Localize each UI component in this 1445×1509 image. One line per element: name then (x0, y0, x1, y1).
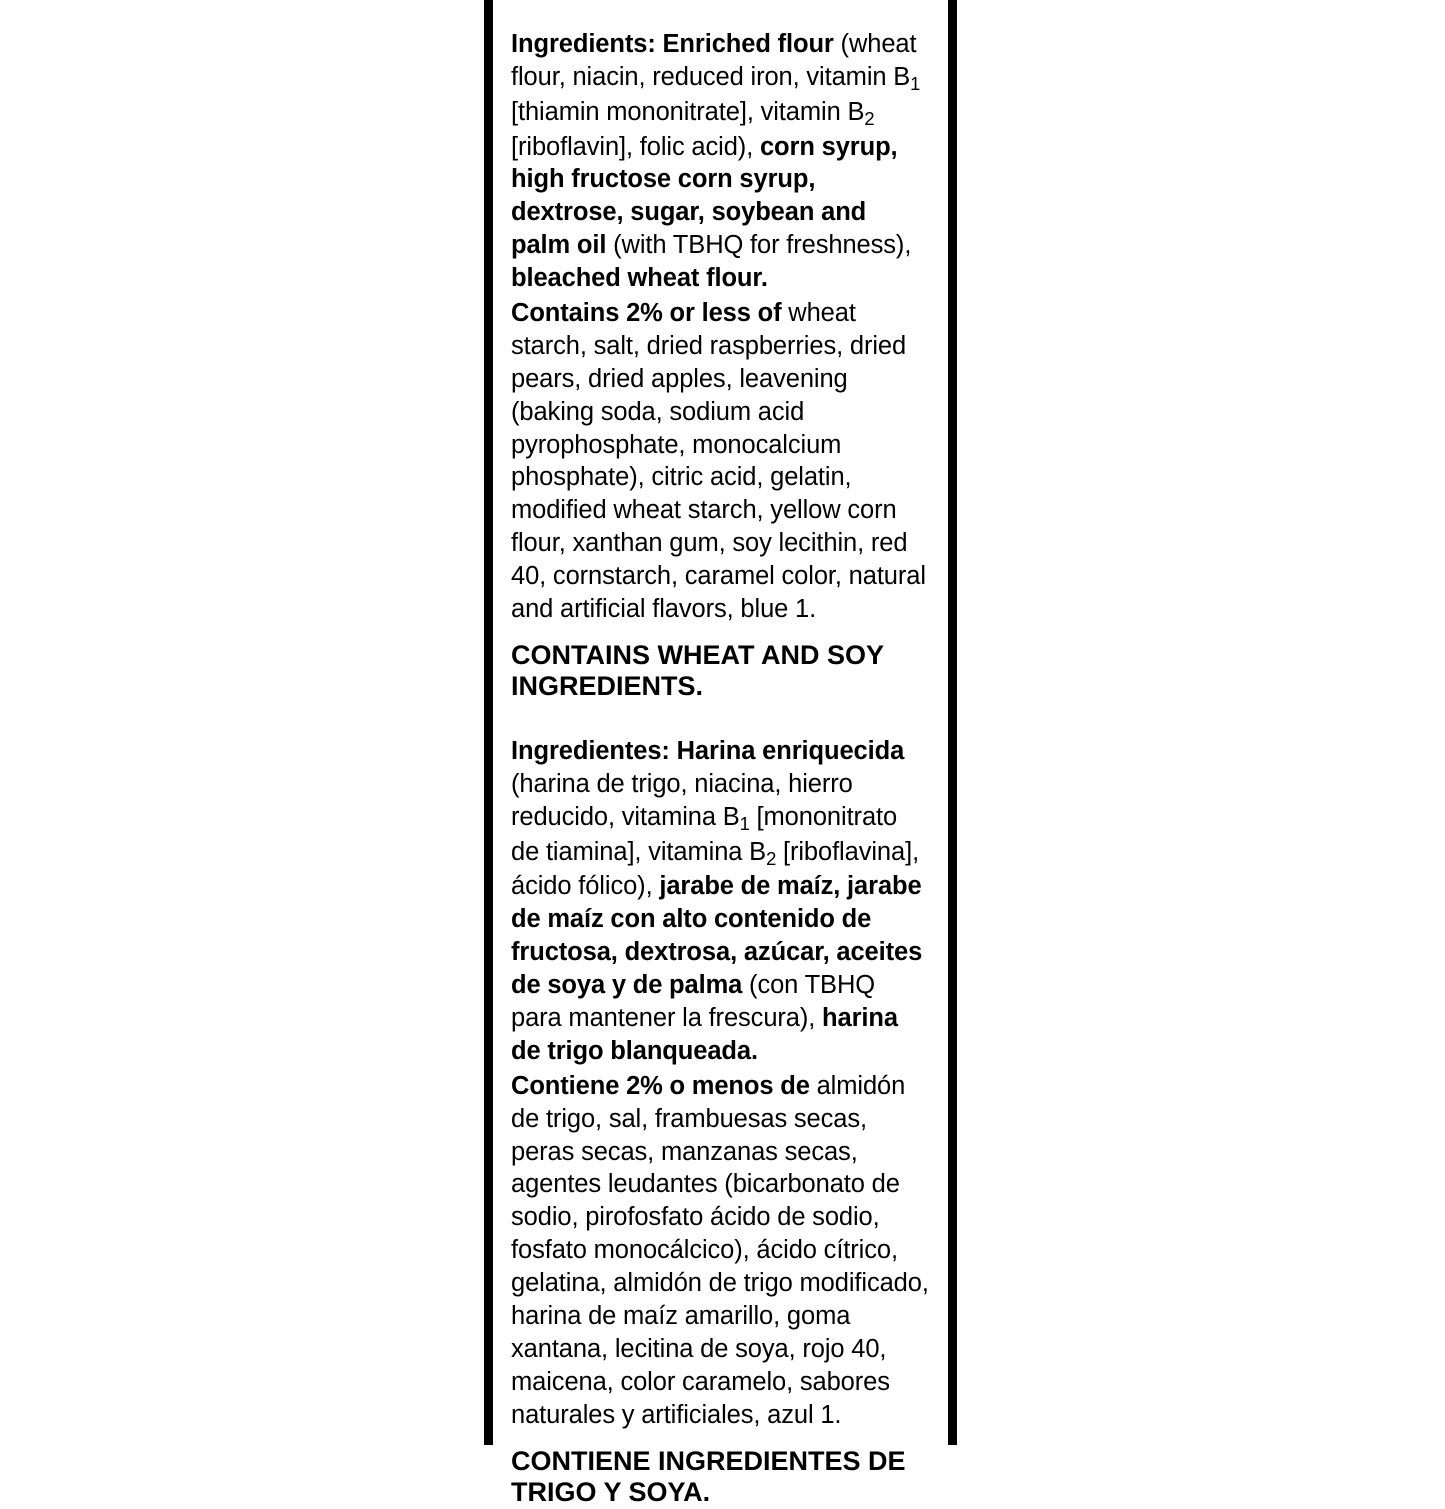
spanish-contains-2percent-paragraph (511, 1070, 930, 1432)
english-contains-2percent-text: Contains 2% or less of wheat starch, salt, dried raspberries, dried pears, dried apples, leavening (baking soda, sodium acid pyrophosphate, monocalcium phosphate), citric acid, gelatin, modified wheat starch, yellow corn flour, xanthan gum, soy lecithin, red 40, cornstarch, caramel color, natural and artificial flavors, blue 1. (511, 298, 926, 623)
spanish-ingredients-paragraph (511, 735, 930, 1068)
english-ingredients-text: Ingredients: Enriched flour (wheat flour, niacin, reduced iron, vitamin $B_1$ [thiamin mononitrate], vitamin $B_2$ [riboflavin], folic acid), corn syrup, high fructose corn syrup, dextrose, sugar, soybean and palm oil (with TBHQ for freshness), bleached wheat flour. (511, 30, 921, 293)
english-contains-2percent-paragraph (511, 297, 930, 626)
spanish-contains-2percent-text: Contiene 2% o menos de almidón de trigo, sal, frambuesas secas, peras secas, manzanas secas, agentes leudantes (bicarbonato de sodio, pirofosfato ácido de sodio, fosfato monocálcico), ácido cítrico, gelatina, almidón de trigo modificado, harina de maíz amarillo, goma xantana, lecitina de soya, rojo 40, maicena, color caramelo, sabores naturales y artificiales, azul 1. (511, 1071, 929, 1429)
english-ingredients-paragraph (511, 28, 930, 295)
ingredients-label-panel (484, 0, 957, 1508)
language-divider-space (511, 703, 930, 729)
spanish-ingredients-text: Ingredientes: Harina enriquecida (harina de trigo, niacina, hierro reducido, vitamina $B_1$ [mononitrato de tiamina], vitamina $B_2$ [riboflavina], ácido fólico), jarabe de maíz, jarabe de maíz con alto contenido de fructosa, dextrosa, azúcar, aceites de soya y de palma (con TBHQ para mantener la frescura), harina de trigo blanqueada. (511, 737, 923, 1065)
english-allergen-statement: CONTAINS WHEAT AND SOY INGREDIENTS. (511, 639, 884, 702)
spanish-allergen-statement: CONTIENE INGREDIENTES DE TRIGO Y SOYA. (511, 1445, 906, 1508)
